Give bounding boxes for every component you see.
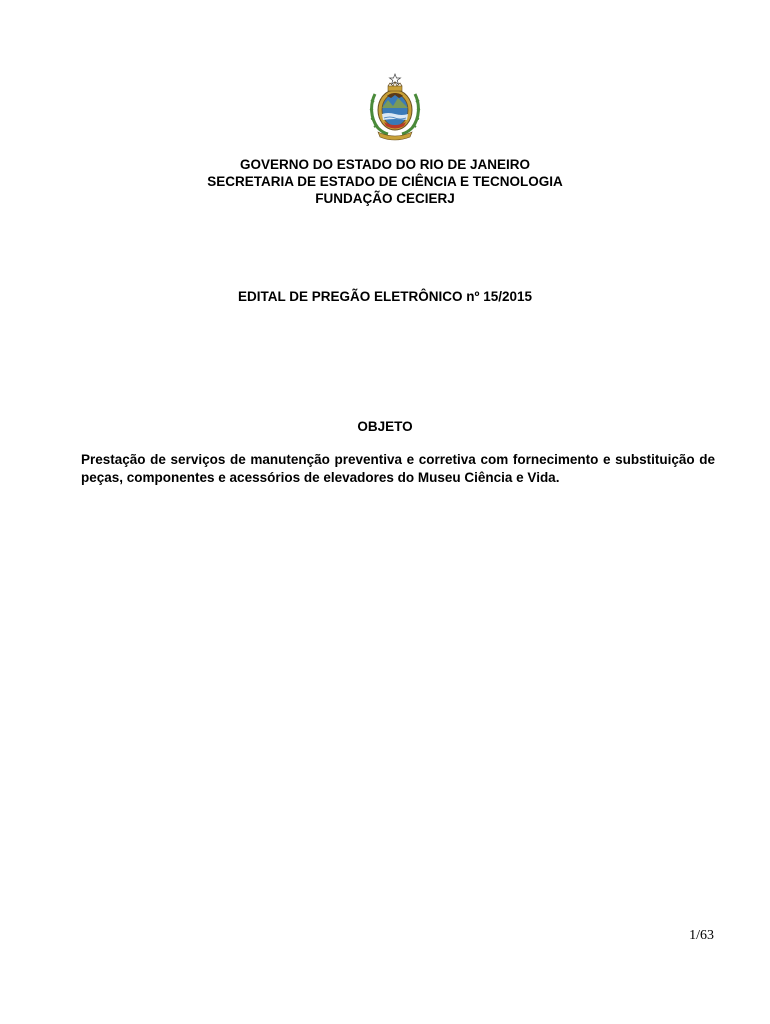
header-secretariat-line: SECRETARIA DE ESTADO DE CIÊNCIA E TECNOLOGIA bbox=[207, 174, 563, 189]
page-number: 1/63 bbox=[689, 928, 714, 943]
header-government-line: GOVERNO DO ESTADO DO RIO DE JANEIRO bbox=[239, 157, 531, 172]
document-header bbox=[0, 156, 770, 207]
header-foundation-line: FUNDAÇÃO CECIERJ bbox=[315, 191, 455, 206]
objeto-description: Prestação de serviços de manutenção preventiva e corretiva com fornecimento e substituição de peças, componentes e acessórios de elevadores do Museu Ciência e Vida. bbox=[81, 452, 715, 485]
objeto-heading: OBJETO bbox=[357, 419, 413, 434]
state-coat-of-arms-icon bbox=[366, 72, 424, 142]
edital-title: EDITAL DE PREGÃO ELETRÔNICO nº 15/2015 bbox=[238, 289, 532, 304]
